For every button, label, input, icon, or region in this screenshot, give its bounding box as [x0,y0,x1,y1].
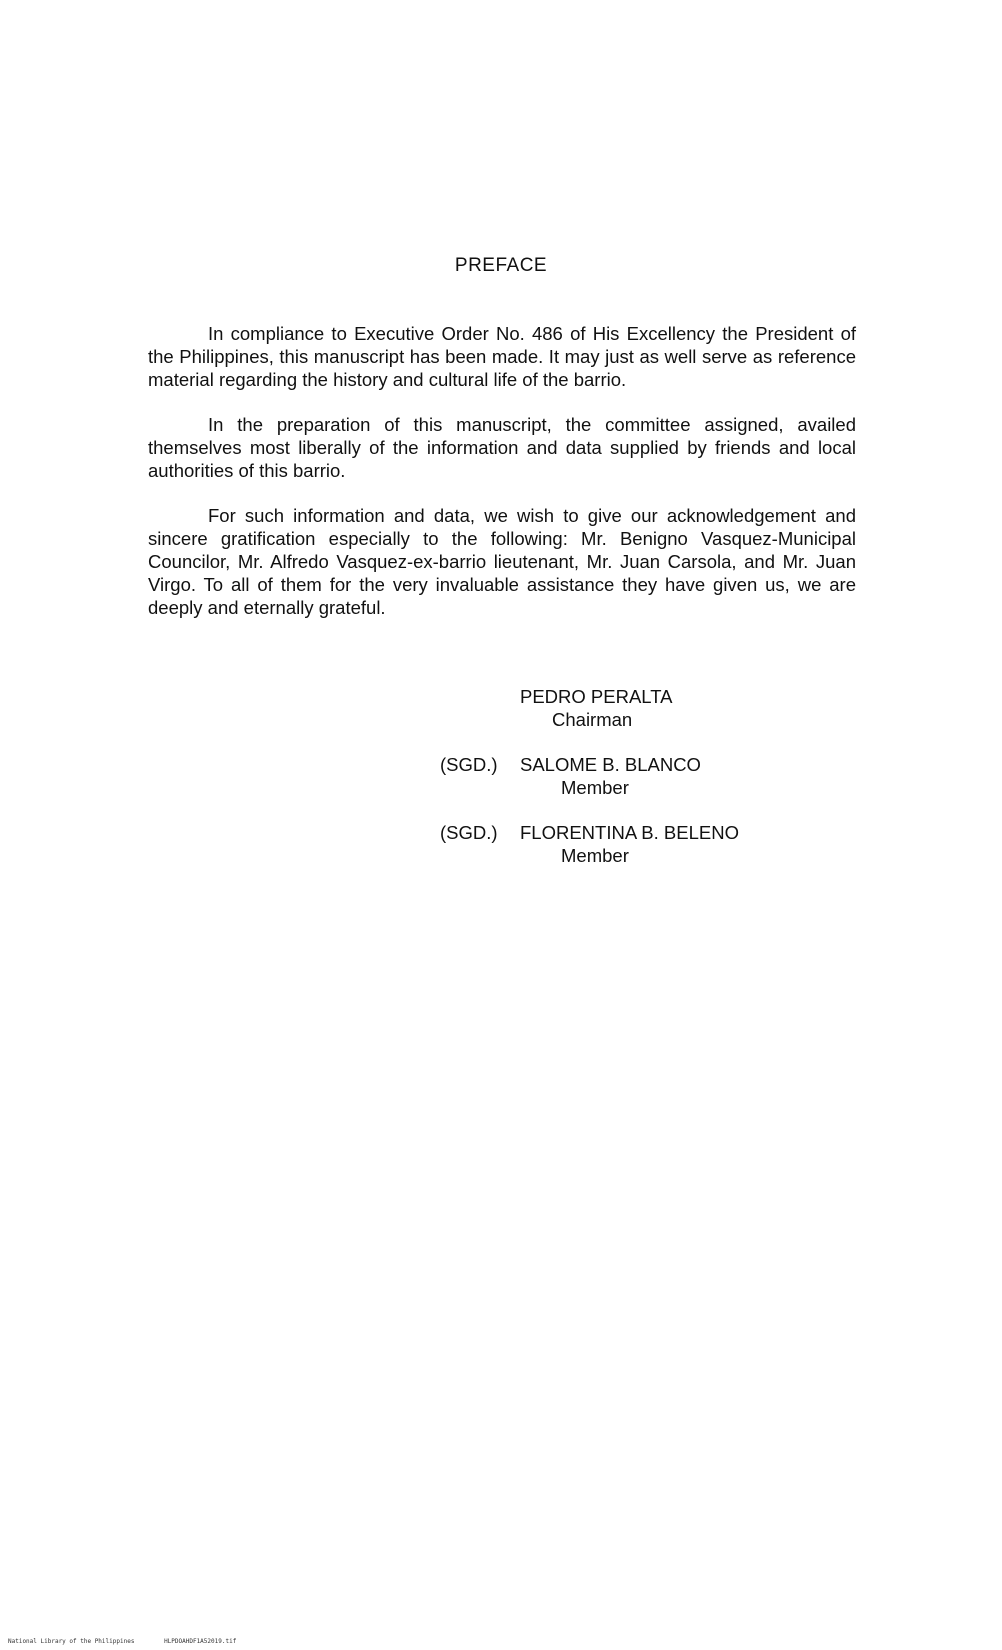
signed-mark: (SGD.) [440,822,498,843]
paragraph-preparation: In the preparation of this manuscript, the committee assigned, availed themselves most liberally of the information and data supplied by friends and local authorities of this barrio. [148,414,856,481]
paragraph-acknowledgement: For such information and data, we wish to give our acknowledgement and sincere gratification especially to the following: Mr. Benigno Vasquez-Municipal Councilor, Mr. Alfredo Vasquez-ex-barrio lieutenant, Mr. Juan Carsola, and Mr. Juan Virgo. To all of them for the very invaluable assistance they have given us, we are deeply and eternally grateful. [148,505,856,618]
paragraph-compliance: In compliance to Executive Order No. 486 of His Excellency the President of the Philippines, this manuscript has been made. It may just as well serve as reference material regarding the history and cultural life of the barrio. [148,323,856,390]
signatory-name: FLORENTINA B. BELENO [520,822,739,843]
signatory-chairman [440,685,860,731]
signatory-role: Member [561,845,629,866]
signatory-member-1 [440,753,860,799]
signatory-name: PEDRO PERALTA [520,686,673,707]
signatory-role: Member [561,777,629,798]
preface-body [148,322,856,641]
library-credit: National Library of the Philippines [8,1638,135,1645]
signatory-member-2 [440,821,860,867]
signature-block [440,685,860,889]
signed-mark: (SGD.) [440,754,498,775]
page-title: PREFACE [454,255,548,276]
scan-footer [8,1638,236,1645]
signatory-name: SALOME B. BLANCO [520,754,701,775]
file-identifier: HLPDOAHDF1A52019.tif [164,1638,237,1645]
signatory-role: Chairman [552,709,633,730]
